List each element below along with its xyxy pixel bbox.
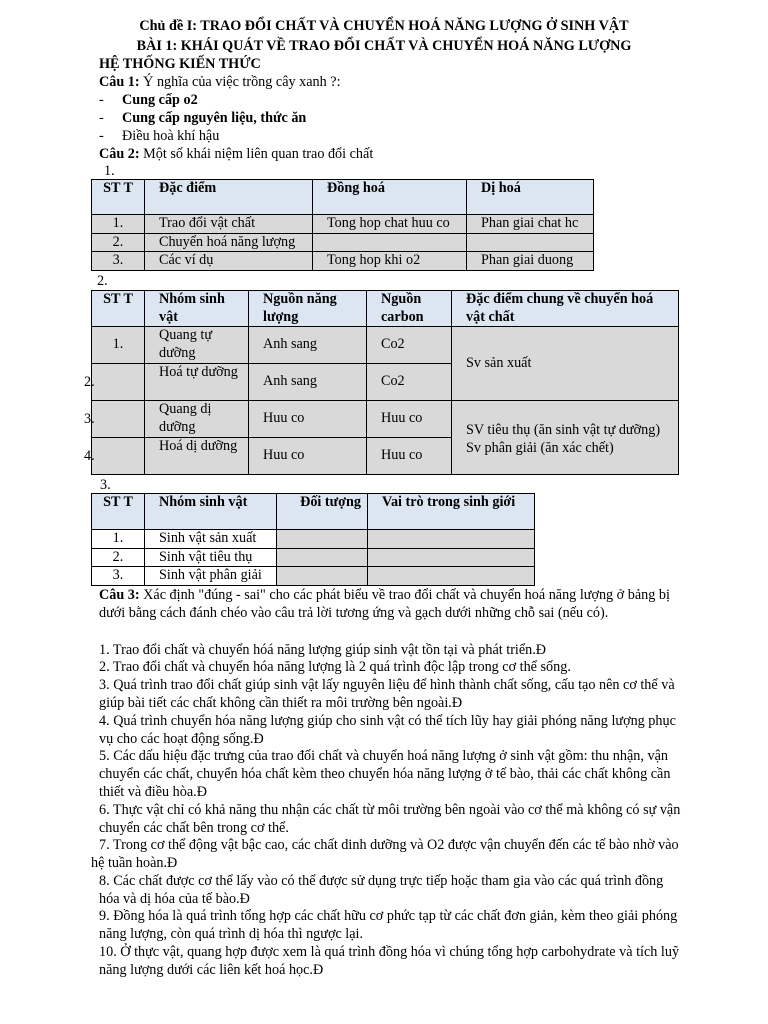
title-line-2: BÀI 1: KHÁI QUÁT VỀ TRAO ĐỔI CHẤT VÀ CHUYỂN HOÁ NĂNG LƯỢNG — [136, 38, 632, 54]
table-cell: Co2 — [367, 364, 452, 401]
table-organism-roles — [91, 493, 535, 586]
table-cell: Huu co — [249, 438, 367, 475]
column-header: Dị hoá — [467, 180, 594, 215]
column-header: Đối tượng — [277, 494, 368, 530]
table-row — [92, 567, 535, 586]
column-header: Đồng hoá — [313, 180, 467, 215]
table-cell: Hoá dị dưỡng — [145, 438, 249, 475]
table-cell: Trao đổi vật chất — [145, 215, 313, 234]
row-number: 2. — [84, 374, 95, 390]
row-number: 3. — [84, 411, 95, 427]
table-cell: Quang dị dưỡng — [145, 401, 249, 438]
table-cell — [313, 233, 467, 252]
table-cell: Huu co — [367, 438, 452, 475]
column-header: Đặc điểm chung về chuyển hoá vật chất — [452, 291, 679, 327]
column-header: ST T — [92, 180, 145, 215]
sub-number-3: 3. — [100, 477, 111, 493]
question-2 — [99, 145, 373, 163]
bullet-dash: - — [99, 92, 104, 108]
merged-cell: SV tiêu thụ (ăn sinh vật tự dưỡng) Sv phân giải (ăn xác chết) — [452, 401, 679, 475]
table-cell — [277, 567, 368, 586]
table-cell: Tong hop khi o2 — [313, 252, 467, 271]
table-cell — [277, 530, 368, 549]
column-header: Vai trò trong sinh giới — [368, 494, 535, 530]
table-cell — [368, 567, 535, 586]
bullet-dash: - — [99, 110, 104, 126]
bullet-3 — [99, 127, 220, 145]
table-cell: Anh sang — [249, 364, 367, 401]
bullet-text: Cung cấp nguyên liệu, thức ăn — [122, 110, 307, 126]
column-header: Đặc điểm — [145, 180, 313, 215]
statement-10: 10. Ở thực vật, quang hợp được xem là quá trình đồng hóa vì chúng tổng hợp carbohydrate và tích luỹ năng lượng dưới các liên kết hoá học.Đ — [99, 944, 680, 978]
table-cell: Sinh vật phân giải — [145, 567, 277, 586]
bullet-1 — [99, 91, 198, 109]
column-header: Nhóm sinh vật — [145, 291, 249, 327]
table-cell: Hoá tự dưỡng — [145, 364, 249, 401]
bullet-2 — [99, 109, 307, 127]
sub-number-2: 2. — [97, 273, 108, 289]
column-header: ST T — [92, 291, 145, 327]
table-cell: Sinh vật sản xuất — [145, 530, 277, 549]
table-cell: Phan giai duong — [467, 252, 594, 271]
statement-8: 8. Các chất được cơ thể lấy vào có thể được sử dụng trực tiếp hoặc tham gia vào các quá trình đồng hóa và dị hóa của tế bào.Đ — [99, 873, 664, 907]
table-organism-nutrition — [91, 290, 679, 475]
row-number: 4. — [84, 448, 95, 464]
table-cell: Chuyển hoá năng lượng — [145, 233, 313, 252]
statement-2: 2. Trao đổi chất và chuyển hóa năng lượng là 2 quá trình độc lập trong cơ thể sống. — [99, 659, 571, 675]
statement-4: 4. Quá trình chuyển hóa năng lượng giúp cho sinh vật có thể tích lũy hay giải phóng năng lượng phục vụ cho các hoạt động sống.Đ — [99, 713, 676, 747]
table-header-row — [92, 291, 679, 327]
table-cell: Huu co — [249, 401, 367, 438]
table-cell — [368, 548, 535, 567]
merged-cell: Sv sản xuất — [452, 327, 679, 401]
column-header: Nguồn carbon — [367, 291, 452, 327]
question-1-text: Ý nghĩa của việc trồng cây xanh ?: — [139, 74, 341, 90]
column-header: Nguồn năng lượng — [249, 291, 367, 327]
bullet-text: Cung cấp o2 — [122, 92, 198, 108]
table-cell — [368, 530, 535, 549]
table-cell: 1. — [92, 327, 145, 364]
table-cell: Anh sang — [249, 327, 367, 364]
statement-6: 6. Thực vật chỉ có khả năng thu nhận các chất từ môi trường bên ngoài vào cơ thể mà không có sự vận chuyển các chất bên trong cơ thể. — [99, 802, 681, 836]
table-header-row — [92, 180, 594, 215]
table-cell: 2. — [92, 233, 145, 252]
table-cell: 3. — [92, 567, 145, 586]
table-cell — [92, 364, 145, 401]
question-3 — [99, 586, 684, 622]
table-cell — [467, 233, 594, 252]
bullet-text: Điều hoà khí hậu — [122, 128, 220, 144]
table-row — [92, 327, 679, 364]
statement-3: 3. Quá trình trao đổi chất giúp sinh vật lấy nguyên liệu để hình thành chất sống, cấu tạo nên cơ thể và giúp bài tiết các chất không cần thiết ra môi trường bên ngoài.Đ — [99, 677, 675, 711]
title-line-1: Chủ đề I: TRAO ĐỔI CHẤT VÀ CHUYỂN HOÁ NĂNG LƯỢNG Ở SINH VẬT — [139, 18, 629, 34]
question-1 — [99, 73, 341, 91]
table-row — [92, 252, 594, 271]
table-cell: Huu co — [367, 401, 452, 438]
table-cell: Sinh vật tiêu thụ — [145, 548, 277, 567]
table-cell: Quang tự dưỡng — [145, 327, 249, 364]
table-row — [92, 548, 535, 567]
table-cell — [277, 548, 368, 567]
column-header: ST T — [92, 494, 145, 530]
table-cell: 3. — [92, 252, 145, 271]
bullet-dash: - — [99, 128, 104, 144]
statement-7: 7. Trong cơ thể động vật bậc cao, các chất dinh dưỡng và O2 được vận chuyển đến các tế bào nhờ vào hệ tuần hoàn.Đ — [91, 837, 679, 871]
question-2-text: Một số khái niệm liên quan trao đổi chất — [139, 146, 374, 162]
table-row — [92, 233, 594, 252]
table-cell: 1. — [92, 215, 145, 234]
statement-9: 9. Đồng hóa là quá trình tổng hợp các chất hữu cơ phức tạp từ các chất đơn giản, kèm theo giải phóng năng lượng, còn quá trình dị hóa thì ngược lại. — [99, 908, 678, 942]
table-header-row — [92, 494, 535, 530]
table-cell: Co2 — [367, 327, 452, 364]
statement-1: 1. Trao đổi chất và chuyển hóá năng lượng giúp sinh vật tồn tại và phát triển.Đ — [99, 642, 547, 658]
sub-number-1: 1. — [104, 163, 115, 179]
question-3-label: Câu 3: — [99, 587, 140, 603]
table-row — [92, 215, 594, 234]
statement-5: 5. Các dấu hiệu đặc trưng của trao đổi chất và chuyển hoá năng lượng ở sinh vật gồm: thu nhận, vận chuyển các chất, chuyển hóa chất kèm theo chuyển hóa năng lượng ở tế bào, thải các chất không cần thiết và điều hòa.Đ — [99, 748, 671, 800]
table-cell: 1. — [92, 530, 145, 549]
question-2-label: Câu 2: — [99, 146, 140, 162]
table-cell — [92, 401, 145, 438]
question-3-intro: Xác định "đúng - sai" cho các phát biểu về trao đổi chất và chuyển hoá năng lượng ở bảng bị dưới bằng cách đánh chéo vào câu trả lời tương ứng và gạch dưới những chỗ sai (nếu có). — [99, 587, 670, 621]
column-header: Nhóm sinh vật — [145, 494, 277, 530]
table-metabolism-concepts — [91, 179, 594, 271]
section-heading: HỆ THỐNG KIẾN THỨC — [99, 56, 261, 72]
table-cell: Tong hop chat huu co — [313, 215, 467, 234]
table-cell: Phan giai chat hc — [467, 215, 594, 234]
table-cell — [92, 438, 145, 475]
table-row — [92, 530, 535, 549]
question-1-label: Câu 1: — [99, 74, 140, 90]
table-row — [92, 401, 679, 438]
table-cell: Các ví dụ — [145, 252, 313, 271]
table-cell: 2. — [92, 548, 145, 567]
